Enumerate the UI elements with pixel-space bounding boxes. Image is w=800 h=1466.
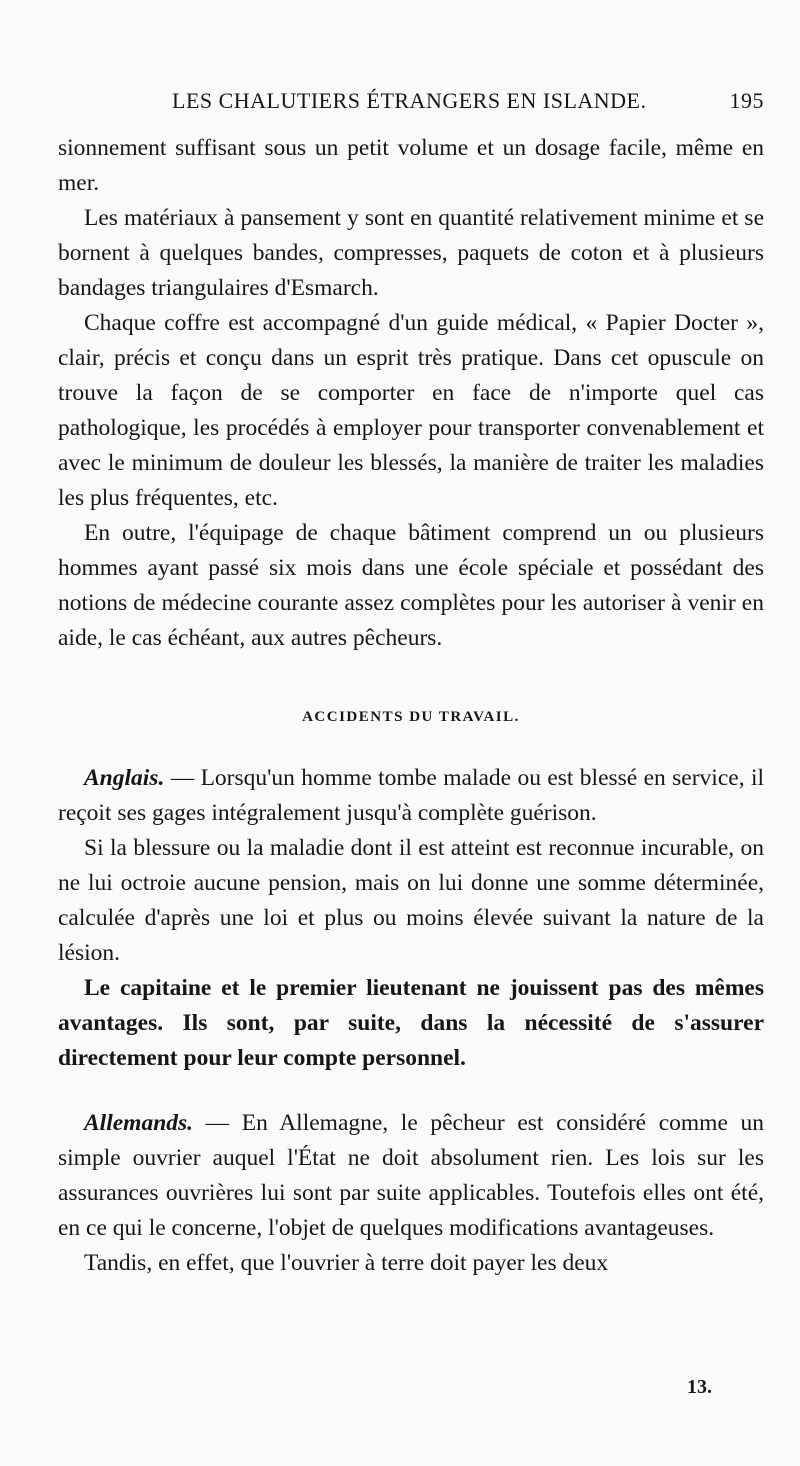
- paragraph-anglais-1: [58, 761, 764, 831]
- lead-anglais: Anglais.: [84, 765, 165, 791]
- lead-allemands: Allemands.: [84, 1110, 194, 1136]
- paragraph-anglais-3: Le capitaine et le premier lieutenant ne jouissent pas des mêmes avantages. Ils sont, par suite, dans la nécessité de s'assurer directement pour leur compte personnel.: [58, 975, 764, 1071]
- paragraph-materiaux: Les matériaux à pansement y sont en quantité relativement minime et se bornent à quelques bandes, compresses, paquets de coton et à plusieurs bandages triangulaires d'Esmarch.: [58, 205, 764, 301]
- paragraph-allemands-1: [58, 1106, 764, 1246]
- signature-mark: 13.: [687, 1376, 712, 1398]
- paragraph-equipage: En outre, l'équipage de chaque bâtiment comprend un ou plusieurs hommes ayant passé six mois dans une école spéciale et possédant des notions de médecine courante assez complètes pour les autoriser à venir en aide, le cas échéant, aux autres pêcheurs.: [58, 520, 764, 651]
- allemands-text-1: — En Allemagne, le pêcheur est considéré comme un simple ouvrier auquel l'État ne doit absolument rien. Les lois sur les assurances ouvrières lui sont par suite applicables. Toutefois elles ont été, en ce qui le concerne, l'objet de quelques modifications avantageuses.: [58, 1110, 764, 1241]
- anglais-text-1: — Lorsqu'un homme tombe malade ou est blessé en service, il reçoit ses gages intégralement jusqu'à complète guérison.: [58, 765, 765, 826]
- running-header: [172, 88, 764, 128]
- paragraph-anglais-2: Si la blessure ou la maladie dont il est atteint est reconnue incurable, on ne lui octroie aucune pension, mais on lui donne une somme déterminée, calculée d'après une loi et plus ou moins élevée suivant la nature de la lésion.: [58, 835, 764, 966]
- section-heading: ACCIDENTS DU TRAVAIL.: [302, 709, 520, 725]
- page-number: 195: [729, 88, 764, 113]
- paragraph-allemands-2: Tandis, en effet, que l'ouvrier à terre doit payer les deux: [84, 1250, 609, 1276]
- spacer: [58, 1076, 764, 1106]
- body-text: [58, 131, 764, 1281]
- paragraph-continuation: sionnement suffisant sous un petit volume et un dosage facile, même en mer.: [58, 135, 764, 196]
- paragraph-guide-medical: Chaque coffre est accompagné d'un guide médical, « Papier Docter », clair, précis et conçu dans un esprit très pratique. Dans cet opuscule on trouve la façon de se comporter en face de n'importe quel cas pathologique, les procédés à employer pour transporter convenablement et avec le minimum de douleur les blessés, la manière de traiter les maladies les plus fréquentes, etc.: [58, 310, 764, 511]
- running-title: LES CHALUTIERS ÉTRANGERS EN ISLANDE.: [172, 88, 647, 113]
